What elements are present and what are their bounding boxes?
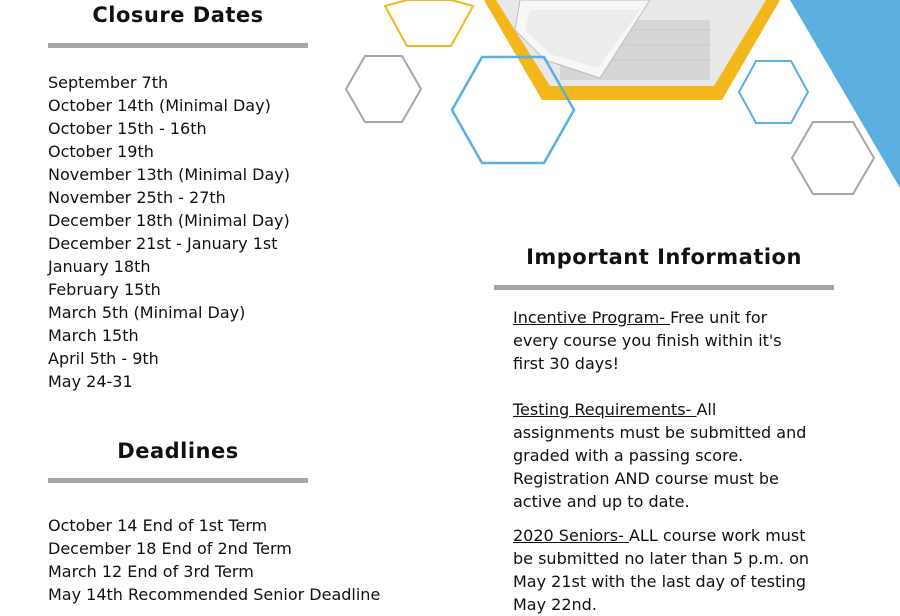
list-item: December 21st - January 1st <box>48 234 278 253</box>
list-item: October 14th (Minimal Day) <box>48 96 271 115</box>
testing-requirements-paragraph <box>513 398 813 513</box>
blue-outline-hexagon-right <box>739 61 808 123</box>
deadlines-list <box>48 514 380 606</box>
seniors-text: ALL course work must be submitted no later than 5 p.m. on May 21st with the last day of testing May 22nd. <box>513 526 810 614</box>
incentive-program-text: Free unit for every course you finish within it's first 30 days! <box>513 308 782 373</box>
list-item: March 5th (Minimal Day) <box>48 303 246 322</box>
list-item: December 18 End of 2nd Term <box>48 539 292 558</box>
seniors-paragraph <box>513 524 813 616</box>
important-information-body <box>513 306 813 616</box>
list-item: December 18th (Minimal Day) <box>48 211 290 230</box>
list-item: October 14 End of 1st Term <box>48 516 268 535</box>
incentive-program-paragraph <box>513 306 813 375</box>
deadlines-heading: Deadlines <box>117 439 239 463</box>
incentive-program-label: Incentive Program- <box>513 308 671 327</box>
gold-outline-hexagon <box>385 0 473 46</box>
closure-dates-heading: Closure Dates <box>92 3 264 27</box>
list-item: January 18th <box>48 257 151 276</box>
list-item: March 15th <box>48 326 139 345</box>
testing-requirements-label: Testing Requirements- <box>513 400 697 419</box>
closure-dates-rule <box>48 43 308 48</box>
gray-outline-hexagon-right <box>792 122 874 194</box>
seniors-label: 2020 Seniors- <box>513 526 629 545</box>
list-item: March 12 End of 3rd Term <box>48 562 254 581</box>
gray-outline-hexagon-left <box>346 56 421 122</box>
deadlines-rule <box>48 478 308 483</box>
list-item: November 25th - 27th <box>48 188 226 207</box>
list-item: May 24-31 <box>48 372 133 391</box>
list-item: September 7th <box>48 73 169 92</box>
list-item: April 5th - 9th <box>48 349 159 368</box>
list-item: May 14th Recommended Senior Deadline <box>48 585 381 604</box>
list-item: February 15th <box>48 280 161 299</box>
closure-dates-list <box>48 71 290 393</box>
list-item: November 13th (Minimal Day) <box>48 165 291 184</box>
list-item: October 15th - 16th <box>48 119 207 138</box>
important-information-rule <box>494 285 834 290</box>
testing-requirements-text: All assignments must be submitted and graded with a passing score. Registration AND course must be active and up to date. <box>513 400 807 511</box>
important-information-heading: Important Information <box>526 245 802 269</box>
list-item: October 19th <box>48 142 154 161</box>
